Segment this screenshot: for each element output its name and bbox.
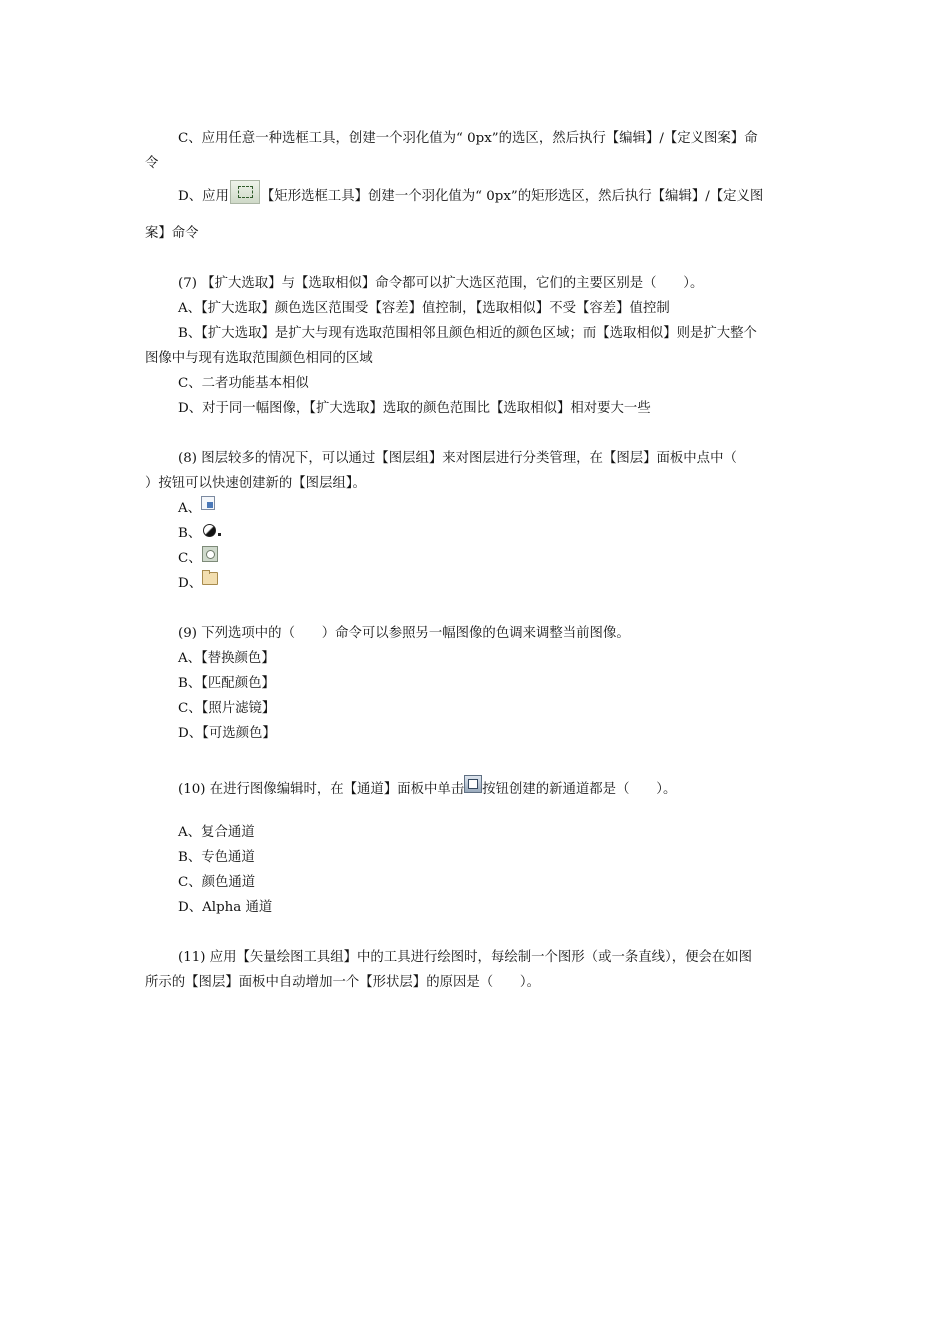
q10-question-after: 按钮创建的新通道都是（ ）。 <box>482 782 677 797</box>
new-layer-icon <box>201 496 215 510</box>
q7-option-b-cont: 图像中与现有选取范围颜色相同的区域 <box>145 351 373 366</box>
q6-option-d <box>145 184 807 209</box>
q8-option-a-label: A、 <box>178 501 202 516</box>
q8-option-b-label: B、 <box>178 526 202 541</box>
q6-option-d-text: 【矩形选框工具】创建一个羽化值为“ 0px”的矩形选区，然后执行【编辑】/【定义图 <box>260 189 764 204</box>
q9-option-d: D、【可选颜色】 <box>178 726 276 741</box>
q10-option-c: C、颜色通道 <box>178 875 256 890</box>
q8-option-a <box>145 496 807 521</box>
q8-option-b <box>145 521 807 546</box>
q6-option-d-prefix: D、应用 <box>178 189 229 204</box>
q9-question: (9) 下列选项中的（ ）命令可以参照另一幅图像的色调来调整当前图像。 <box>178 626 630 641</box>
q10-option-a: A、复合通道 <box>178 825 255 840</box>
q7-option-a: A、【扩大选取】颜色选区范围受【容差】值控制，【选取相似】不受【容差】值控制 <box>178 301 670 316</box>
q6-option-c-cont: 令 <box>145 156 159 171</box>
q10-option-d: D、Alpha 通道 <box>178 900 273 915</box>
document-page <box>145 126 807 995</box>
q9-option-a: A、【替换颜色】 <box>178 651 275 666</box>
q10-option-b: B、专色通道 <box>178 850 255 865</box>
q9-option-c: C、【照片滤镜】 <box>178 701 276 716</box>
q10-question <box>145 777 807 802</box>
q7-question: (7) 【扩大选取】与【选取相似】命令都可以扩大选区范围，它们的主要区别是（ ）。 <box>178 276 704 291</box>
q8-option-d <box>145 571 807 596</box>
q8-option-c-label: C、 <box>178 551 202 566</box>
q11-question: (11) 应用【矢量绘图工具组】中的工具进行绘图时，每绘制一个图形（或一条直线），便会在如图 <box>178 950 753 965</box>
q9-option-b: B、【匹配颜色】 <box>178 676 275 691</box>
q6-option-c-text: C、应用任意一种选框工具，创建一个羽化值为“ 0px”的选区，然后执行【编辑】/【定义图案】命 <box>178 131 758 146</box>
q7-option-b: B、【扩大选取】是扩大与现有选取范围相邻且颜色相近的颜色区域；而【选取相似】则是扩大整个 <box>178 326 757 341</box>
q7-option-d: D、对于同一幅图像，【扩大选取】选取的颜色范围比【选取相似】相对要大一些 <box>178 401 651 416</box>
q10-question-before: (10) 在进行图像编辑时，在【通道】面板中单击 <box>178 782 465 797</box>
q8-question-cont: ）按钮可以快速创建新的【图层组】。 <box>145 476 366 491</box>
q8-option-c <box>145 546 807 571</box>
q8-option-d-label: D、 <box>178 576 203 591</box>
layer-group-folder-icon <box>202 572 218 585</box>
q6-option-c <box>145 126 807 151</box>
q6-option-d-cont: 案】命令 <box>145 226 199 241</box>
adjustment-layer-icon <box>201 524 223 536</box>
rectangular-marquee-icon <box>230 180 260 204</box>
new-channel-icon <box>464 775 482 793</box>
q7-option-c: C、二者功能基本相似 <box>178 376 309 391</box>
q11-question-cont: 所示的【图层】面板中自动增加一个【形状层】的原因是（ ）。 <box>145 975 541 990</box>
layer-mask-icon <box>202 546 218 562</box>
q8-question: (8) 图层较多的情况下，可以通过【图层组】来对图层进行分类管理，在【图层】面板中点中（ <box>178 451 737 466</box>
